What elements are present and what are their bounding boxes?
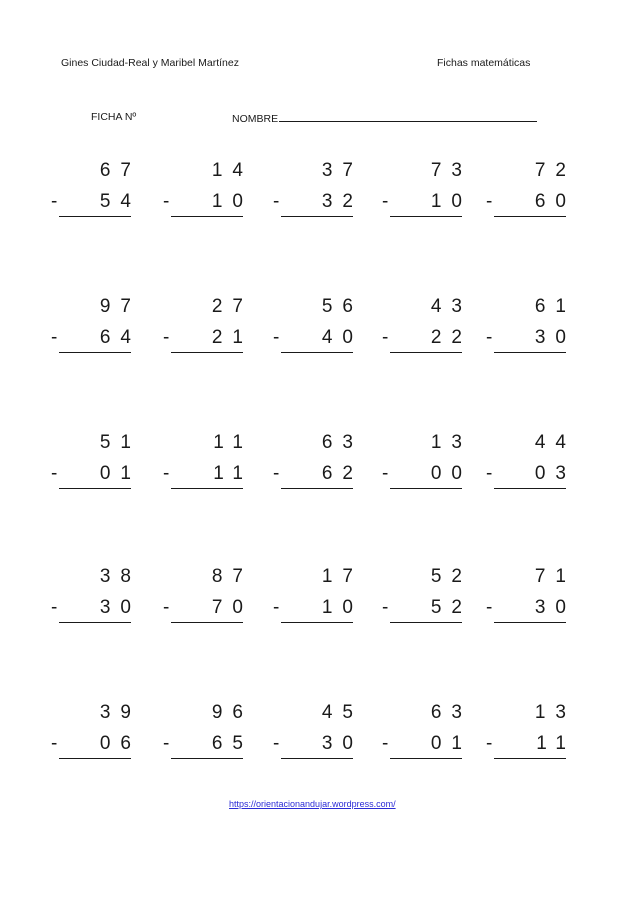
subtrahend: 01 [99, 463, 141, 484]
minuend: 72 [534, 160, 576, 181]
minuend: 37 [321, 160, 363, 181]
answer-rule [281, 622, 353, 623]
subtraction-problem [51, 566, 141, 636]
minuend: 63 [430, 702, 472, 723]
minuend: 67 [99, 160, 141, 181]
nombre-label: NOMBRE [232, 113, 279, 125]
minus-sign: - [51, 191, 58, 212]
subtrahend: 52 [430, 597, 472, 618]
header-subject: Fichas matemáticas [437, 57, 531, 69]
minus-sign: - [382, 463, 389, 484]
subtraction-problem [163, 432, 253, 502]
minus-sign: - [382, 327, 389, 348]
header-authors: Gines Ciudad-Real y Maribel Martínez [61, 57, 239, 69]
minuend: 38 [99, 566, 141, 587]
minus-sign: - [382, 597, 389, 618]
subtraction-problem [486, 566, 576, 636]
subtrahend: 10 [211, 191, 253, 212]
minus-sign: - [51, 463, 58, 484]
minuend: 97 [99, 296, 141, 317]
answer-rule [494, 758, 566, 759]
minuend: 11 [213, 432, 253, 453]
minus-sign: - [273, 463, 280, 484]
minuend: 44 [534, 432, 576, 453]
answer-rule [171, 758, 243, 759]
minus-sign: - [51, 597, 58, 618]
answer-rule [59, 216, 131, 217]
answer-rule [281, 352, 353, 353]
subtrahend: 22 [430, 327, 472, 348]
subtrahend: 30 [534, 597, 576, 618]
minuend: 61 [534, 296, 576, 317]
subtrahend: 11 [536, 733, 576, 754]
subtraction-problem [382, 432, 472, 502]
minus-sign: - [163, 733, 170, 754]
minuend: 73 [430, 160, 472, 181]
subtrahend: 62 [321, 463, 363, 484]
answer-rule [171, 352, 243, 353]
answer-rule [281, 758, 353, 759]
subtrahend: 01 [430, 733, 472, 754]
subtrahend: 30 [534, 327, 576, 348]
answer-rule [59, 758, 131, 759]
minuend: 71 [534, 566, 576, 587]
subtrahend: 70 [211, 597, 253, 618]
subtraction-problem [273, 432, 363, 502]
subtraction-problem [382, 566, 472, 636]
minuend: 27 [211, 296, 253, 317]
subtraction-problem [163, 160, 253, 230]
minus-sign: - [486, 327, 493, 348]
minuend: 39 [99, 702, 141, 723]
minuend: 56 [321, 296, 363, 317]
answer-rule [59, 622, 131, 623]
minuend: 63 [321, 432, 363, 453]
subtraction-problem [382, 296, 472, 366]
subtraction-problem [273, 702, 363, 772]
minus-sign: - [273, 327, 280, 348]
subtraction-problem [51, 160, 141, 230]
minuend: 87 [211, 566, 253, 587]
subtraction-problem [163, 702, 253, 772]
subtraction-problem [163, 296, 253, 366]
subtrahend: 10 [321, 597, 363, 618]
answer-rule [59, 352, 131, 353]
answer-rule [281, 488, 353, 489]
minus-sign: - [163, 191, 170, 212]
answer-rule [59, 488, 131, 489]
minuend: 13 [430, 432, 472, 453]
minus-sign: - [486, 733, 493, 754]
subtrahend: 03 [534, 463, 576, 484]
subtrahend: 00 [430, 463, 472, 484]
answer-rule [390, 352, 462, 353]
minus-sign: - [382, 191, 389, 212]
subtrahend: 11 [213, 463, 253, 484]
minuend: 51 [99, 432, 141, 453]
nombre-field [232, 111, 537, 125]
subtraction-problem [51, 432, 141, 502]
minuend: 43 [430, 296, 472, 317]
minuend: 96 [211, 702, 253, 723]
answer-rule [390, 216, 462, 217]
minus-sign: - [273, 597, 280, 618]
subtrahend: 10 [430, 191, 472, 212]
minuend: 52 [430, 566, 472, 587]
minus-sign: - [486, 191, 493, 212]
subtraction-problem [51, 702, 141, 772]
subtraction-problem [273, 296, 363, 366]
subtrahend: 30 [321, 733, 363, 754]
ficha-label: FICHA Nº [91, 111, 137, 123]
answer-rule [390, 622, 462, 623]
subtrahend: 65 [211, 733, 253, 754]
subtraction-problem [486, 702, 576, 772]
subtrahend: 60 [534, 191, 576, 212]
answer-rule [390, 758, 462, 759]
minuend: 13 [534, 702, 576, 723]
minus-sign: - [51, 327, 58, 348]
answer-rule [281, 216, 353, 217]
subtrahend: 30 [99, 597, 141, 618]
answer-rule [494, 622, 566, 623]
minus-sign: - [486, 463, 493, 484]
minus-sign: - [163, 327, 170, 348]
answer-rule [494, 352, 566, 353]
footer-link[interactable]: https://orientacionandujar.wordpress.com/ [229, 799, 396, 809]
minus-sign: - [51, 733, 58, 754]
answer-rule [171, 488, 243, 489]
minuend: 45 [321, 702, 363, 723]
subtraction-problem [273, 160, 363, 230]
answer-rule [171, 622, 243, 623]
subtraction-problem [486, 296, 576, 366]
subtraction-problem [273, 566, 363, 636]
answer-rule [494, 488, 566, 489]
minuend: 14 [211, 160, 253, 181]
answer-rule [171, 216, 243, 217]
subtrahend: 06 [99, 733, 141, 754]
minus-sign: - [486, 597, 493, 618]
answer-rule [494, 216, 566, 217]
nombre-blank-line [279, 111, 537, 122]
minus-sign: - [273, 191, 280, 212]
minus-sign: - [163, 463, 170, 484]
minus-sign: - [163, 597, 170, 618]
subtrahend: 32 [321, 191, 363, 212]
subtraction-problem [382, 160, 472, 230]
subtraction-problem [486, 432, 576, 502]
subtraction-problem [163, 566, 253, 636]
subtrahend: 64 [99, 327, 141, 348]
answer-rule [390, 488, 462, 489]
minus-sign: - [382, 733, 389, 754]
minus-sign: - [273, 733, 280, 754]
subtraction-problem [51, 296, 141, 366]
subtraction-problem [486, 160, 576, 230]
subtraction-problem [382, 702, 472, 772]
subtrahend: 21 [211, 327, 253, 348]
subtrahend: 40 [321, 327, 363, 348]
minuend: 17 [321, 566, 363, 587]
subtrahend: 54 [99, 191, 141, 212]
